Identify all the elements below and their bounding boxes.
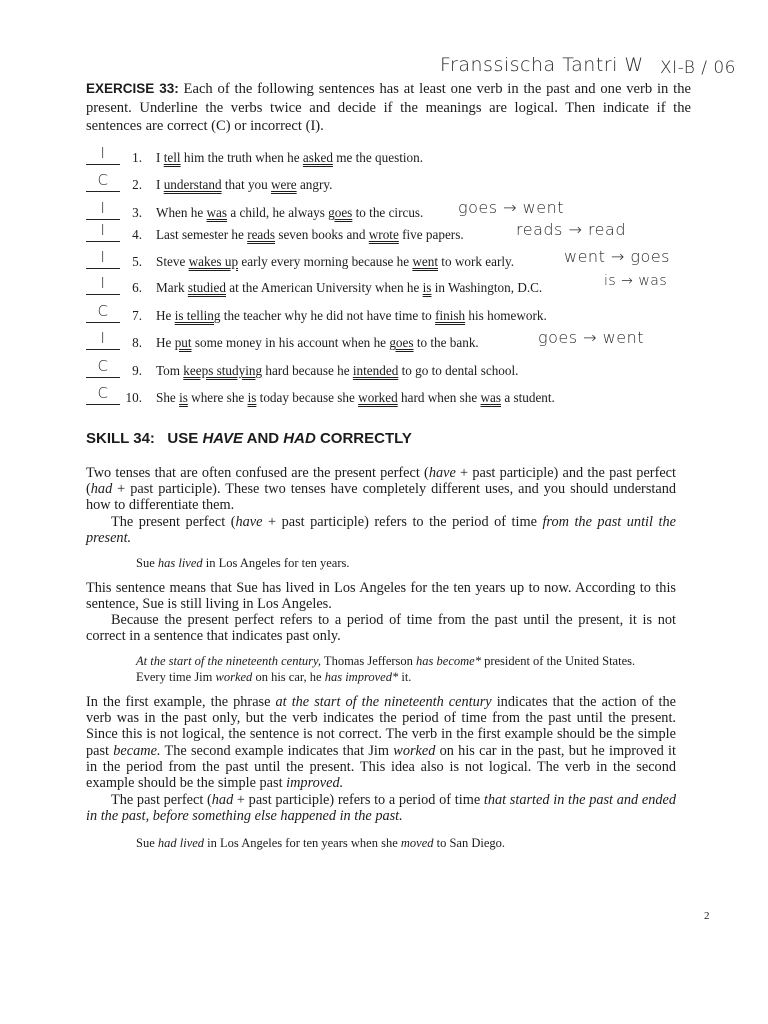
example-sentence-3: Every time Jim worked on his car, he has improved* it. <box>136 670 412 684</box>
item-sentence: Last semester he reads seven books and wrote five papers. <box>156 227 464 242</box>
item-sentence: Steve wakes up early every morning because he went to work early. <box>156 254 515 269</box>
example-sentence-4: Sue had lived in Los Angeles for ten years when she moved to San Diego. <box>136 836 506 850</box>
answer-mark: I <box>100 144 106 162</box>
page-number: 2 <box>704 910 710 922</box>
item-sentence: When he was a child, he always goes to the circus. <box>156 205 424 220</box>
handwritten-correction: went → goes <box>564 247 670 266</box>
exercise-label: EXERCISE 33: <box>86 81 179 96</box>
item-number: 2. <box>132 177 142 192</box>
item-sentence: She is where she is today because she worked hard when she was a student. <box>156 390 555 405</box>
item-number: 8. <box>132 335 142 350</box>
example-sentence-2: At the start of the nineteenth century, Thomas Jefferson has become* president of the United States. <box>136 654 636 668</box>
handwritten-correction: goes → went <box>538 328 644 347</box>
item-sentence: He put some money in his account when he goes to the bank. <box>156 335 479 350</box>
item-sentence: I tell him the truth when he asked me the question. <box>156 150 424 165</box>
item-sentence: Tom keeps studying hard because he intended to go to dental school. <box>156 363 519 378</box>
item-sentence: He is telling the teacher why he did not have time to finish his homework. <box>156 308 547 323</box>
item-number: 6. <box>132 280 142 295</box>
skill-label: SKILL 34: <box>86 430 155 447</box>
paragraph-past-perfect: The past perfect (had + past participle) refers to a period of time that started in the past and ended in the past, before something else happened in the past. <box>86 792 676 825</box>
answer-mark: C <box>97 384 109 402</box>
answer-mark: C <box>97 302 109 320</box>
answer-mark: I <box>100 329 106 347</box>
student-name-handwritten: Franssischa Tantri W <box>440 54 644 76</box>
paragraph-present-perfect: The present perfect (have + past participle) refers to the period of time from the past until the present. <box>86 514 676 547</box>
answer-mark: C <box>97 171 109 189</box>
item-number: 4. <box>132 227 142 242</box>
item-number: 5. <box>132 254 142 269</box>
exercise-text: Each of the following sentences has at least one verb in the past and one verb in the present. Underline the verbs twice and decide if the meanings are logical. Then indicate if the sentences are correct (C) or incorrect (I). <box>86 81 691 134</box>
item-number: 3. <box>132 205 142 220</box>
handwritten-correction: reads → read <box>516 220 626 239</box>
answer-mark: I <box>100 199 106 217</box>
answer-mark: I <box>100 221 106 239</box>
item-sentence: I understand that you were angry. <box>156 177 333 192</box>
paragraph-intro: Two tenses that are often confused are the present perfect (have + past participle) and the past perfect (had + past participle). These two tenses have completely different uses, and you should understand how to differentiate them. <box>86 465 676 514</box>
handwritten-correction: goes → went <box>458 198 564 217</box>
answer-mark: I <box>100 274 106 292</box>
answer-mark: C <box>97 357 109 375</box>
paragraph-analysis: In the first example, the phrase at the start of the nineteenth century indicates that the action of the verb was in the past only, but the verb indicates the period of time from the past until the present. Since this is not logical, the sentence is not correct. The verb in the first example should be the simple past became. The second example indicates that Jim worked on his car in the past, but he improved it in the period from the past until the present. This idea also is not logical. The verb in the second example should be the simple past improved. <box>86 694 676 792</box>
exercise-instructions <box>86 80 691 136</box>
item-number: 9. <box>132 363 142 378</box>
item-number: 10. <box>125 390 142 405</box>
paragraph-past-only: Because the present perfect refers to a period of time from the past until the present, it is not correct in a sentence that indicates past only. <box>86 612 676 645</box>
handwritten-correction: is → was <box>604 273 668 289</box>
answer-mark: I <box>100 248 106 266</box>
item-sentence: Mark studied at the American University when he is in Washington, D.C. <box>156 280 543 295</box>
skill-heading <box>86 430 412 447</box>
item-number: 7. <box>132 308 142 323</box>
example-sentence-1: Sue has lived in Los Angeles for ten years. <box>136 556 350 570</box>
skill-title: USE HAVE AND HAD CORRECTLY <box>167 430 412 447</box>
paragraph-explanation: This sentence means that Sue has lived in Los Angeles for the ten years up to now. According to this sentence, Sue is still living in Los Angeles. <box>86 580 676 613</box>
item-number: 1. <box>132 150 142 165</box>
student-class-handwritten: XI-B / 06 <box>660 58 736 78</box>
